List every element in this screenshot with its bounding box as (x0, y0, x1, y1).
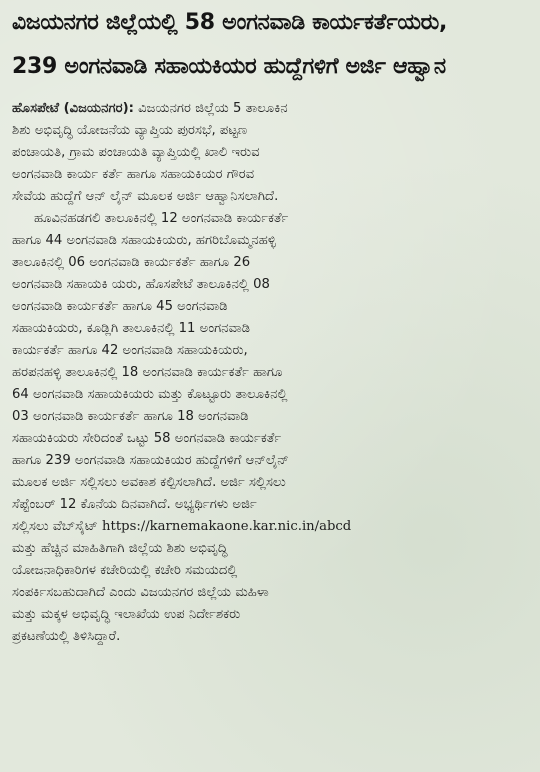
article-line: ಕಾರ್ಯಕರ್ತೆ ಹಾಗೂ 42 ಅಂಗನವಾಡಿ ಸಹಾಯಕಿಯರು, (12, 343, 248, 358)
article-line: ಸಂಪರ್ಕಿಸಬಹುದಾಗಿದೆ ಎಂದು ವಿಜಯನಗರ ಜಿಲ್ಲೆಯ ಮಹಿಳಾ (12, 585, 269, 600)
article-line: ಸೇವೆಯ ಹುದ್ದೆಗೆ ಆನ್ ಲೈನ್ ಮೂಲಕ ಅರ್ಜಿ ಆಹ್ವಾನಿಸಲಾಗಿದೆ. (12, 189, 279, 204)
article-line: ಸಹಾಯಕಿಯರು ಸೇರಿದಂತೆ ಒಟ್ಟು 58 ಅಂಗನವಾಡಿ ಕಾರ್ಯಕರ್ತೆ (12, 431, 282, 446)
article-line (12, 98, 526, 120)
article-line: ಸಹಾಯಕಿಯರು, ಕೂಡ್ಲಿಗಿ ತಾಲೂಕಿನಲ್ಲಿ 11 ಅಂಗನವಾಡಿ (12, 321, 251, 336)
article-line: ಮತ್ತು ಮಕ್ಕಳ ಅಭಿವೃದ್ಧಿ ಇಲಾಖೆಯ ಉಪ ನಿರ್ದೇಶಕರು (12, 607, 241, 622)
headline-line-1: ವಿಜಯನಗರ ಜಿಲ್ಲೆಯಲ್ಲಿ 58 ಅಂಗನವಾಡಿ ಕಾರ್ಯಕರ್ತೆಯರು, (12, 10, 448, 35)
article-line: ಅಂಗನವಾಡಿ ಕಾರ್ಯಕರ್ತೆ ಹಾಗೂ 45 ಅಂಗನವಾಡಿ (12, 299, 228, 314)
article-line: ಶಿಶು ಅಭಿವೃದ್ಧಿ ಯೋಜನೆಯ ವ್ಯಾಪ್ತಿಯ ಪುರಸಭೆ, ಪಟ್ಟಣ (12, 123, 248, 138)
article-line: ಪಂಚಾಯತಿ, ಗ್ರಾಮ ಪಂಚಾಯತಿ ವ್ಯಾಪ್ತಿಯಲ್ಲಿ ಖಾಲಿ ಇರುವ (12, 145, 260, 160)
article-line: 03 ಅಂಗನವಾಡಿ ಕಾರ್ಯಕರ್ತೆ ಹಾಗೂ 18 ಅಂಗನವಾಡಿ (12, 409, 249, 424)
article-line: ತಾಲೂಕಿನಲ್ಲಿ 06 ಅಂಗನವಾಡಿ ಕಾರ್ಯಕರ್ತೆ ಹಾಗೂ 26 (12, 255, 251, 270)
article-line: ಹರಪನಹಳ್ಳಿ ತಾಲೂಕಿನಲ್ಲಿ 18 ಅಂಗನವಾಡಿ ಕಾರ್ಯಕರ್ತೆ ಹಾಗೂ (12, 365, 283, 380)
headline-line-2: 239 ಅಂಗನವಾಡಿ ಸಹಾಯಕಿಯರ ಹುದ್ದೆಗಳಿಗೆ ಅರ್ಜಿ ಆಹ್ವಾನ (12, 54, 446, 79)
article-line: ಪ್ರಕಟಣೆಯಲ್ಲಿ ತಿಳಿಸಿದ್ದಾರೆ. (12, 629, 121, 644)
article-line: ಮತ್ತು ಹೆಚ್ಚಿನ ಮಾಹಿತಿಗಾಗಿ ಜಿಲ್ಲೆಯ ಶಿಶು ಅಭಿವೃದ್ಧಿ (12, 541, 228, 556)
article-line: 64 ಅಂಗನವಾಡಿ ಸಹಾಯಕಿಯರು ಮತ್ತು ಕೊಟ್ಟೂರು ತಾಲೂಕಿನಲ್ಲಿ (12, 387, 288, 402)
article-body (12, 98, 526, 648)
article-line: ಹಾಗೂ 239 ಅಂಗನವಾಡಿ ಸಹಾಯಕಿಯರ ಹುದ್ದೆಗಳಿಗೆ ಆನ್‌ಲೈನ್ (12, 453, 289, 468)
article-line: ಮೂಲಕ ಅರ್ಜಿ ಸಲ್ಲಿಸಲು ಅವಕಾಶ ಕಲ್ಪಿಸಲಾಗಿದೆ. ಅರ್ಜಿ ಸಲ್ಲಿಸಲು (12, 475, 286, 490)
article-line-text: ವಿಜಯನಗರ ಜಿಲ್ಲೆಯ 5 ತಾಲೂಕಿನ (133, 101, 288, 116)
article-line: ಅಂಗನವಾಡಿ ಸಹಾಯಕಿ ಯರು, ಹೊಸಪೇಟೆ ತಾಲೂಕಿನಲ್ಲಿ 08 (12, 277, 270, 292)
article-line: ಯೋಜನಾಧಿಕಾರಿಗಳ ಕಚೇರಿಯಲ್ಲಿ ಕಚೇರಿ ಸಮಯದಲ್ಲಿ (12, 563, 238, 578)
article-line: ಹೂವಿನಹಡಗಲಿ ತಾಲೂಕಿನಲ್ಲಿ 12 ಅಂಗನವಾಡಿ ಕಾರ್ಯಕರ್ತೆ (34, 211, 289, 226)
article-line: ಅಂಗನವಾಡಿ ಕಾರ್ಯ ಕರ್ತೆ ಹಾಗೂ ಸಹಾಯಕಿಯರ ಗೌರವ (12, 167, 255, 182)
article-line: ಸೆಪ್ಟೆಂಬರ್ 12 ಕೊನೆಯ ದಿನವಾಗಿದೆ. ಅಭ್ಯರ್ಥಿಗಳು ಅರ್ಜಿ (12, 497, 257, 512)
article-line (12, 516, 526, 538)
article-line: ಹಾಗೂ 44 ಅಂಗನವಾಡಿ ಸಹಾಯಕಿಯರು, ಹಗರಿಬೊಮ್ಮನಹಳ್ಳಿ (12, 233, 276, 248)
website-url: https://karnemakaone.kar.nic.in/abcd (102, 519, 352, 534)
dateline: ಹೊಸಪೇಟೆ (ವಿಜಯನಗರ): (12, 101, 134, 116)
url-prefix: ಸಲ್ಲಿಸಲು ವೆಬ್‌ಸೈಟ್ (12, 519, 103, 534)
